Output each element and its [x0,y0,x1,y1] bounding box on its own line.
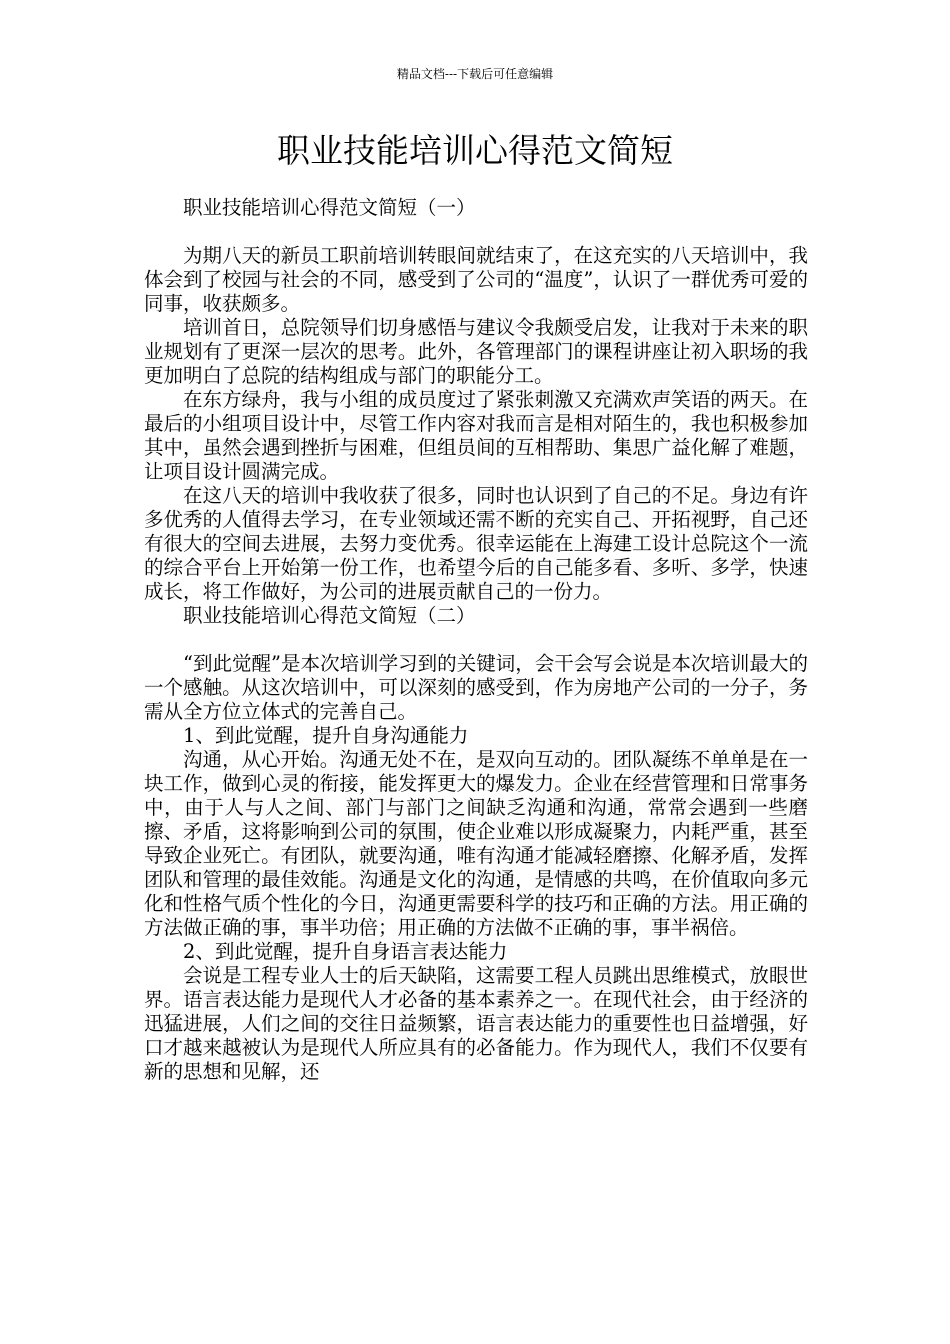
paragraph: 为期八天的新员工职前培训转眼间就结束了，在这充实的八天培训中，我体会到了校园与社会的不同，感受到了公司的“温度”，认识了一群优秀可爱的同事，收获颇多。 [144,244,808,315]
header-note: 精品文档---下载后可任意编辑 [396,67,554,81]
subheading-2: 2、到此觉醒，提升自身语言表达能力 [183,940,508,963]
section-heading-1: 职业技能培训心得范文简短（一） [183,196,476,219]
paragraph: 培训首日，总院领导们切身感悟与建议令我颇受启发，让我对于未来的职业规划有了更深一层次的思考。此外，各管理部门的课程讲座让初入职场的我更加明白了总院的结构组成与部门的职能分工。 [144,316,808,387]
document-title: 职业技能培训心得范文简短 [277,131,673,170]
paragraph: 在东方绿舟，我与小组的成员度过了紧张刺激又充满欢声笑语的两天。在最后的小组项目设计中，尽管工作内容对我而言是相对陌生的，我也积极参加其中，虽然会遇到挫折与困难，但组员间的互相帮助、集思广益化解了难题，让项目设计圆满完成。 [144,388,808,483]
paragraph: 会说是工程专业人士的后天缺陷，这需要工程人员跳出思维模式，放眼世界。语言表达能力是现代人才必备的基本素养之一。在现代社会，由于经济的迅猛进展，人们之间的交往日益频繁，语言表达能力的重要性也日益增强，好口才越来越被认为是现代人所应具有的必备能力。作为现代人，我们不仅要有新的思想和见解，还 [144,964,808,1083]
paragraph: 在这八天的培训中我收获了很多，同时也认识到了自己的不足。身边有许多优秀的人值得去学习，在专业领域还需不断的充实自己、开拓视野，自己还有很大的空间去进展，去努力变优秀。很幸运能在上海建工设计总院这个一流的综合平台上开始第一份工作，也希望今后的自己能多看、多听、多学，快速成长，将工作做好，为公司的进展贡献自己的一份力。 [144,484,808,603]
paragraph: 沟通，从心开始。沟通无处不在，是双向互动的。团队凝练不单单是在一块工作，做到心灵的衔接，能发挥更大的爆发力。企业在经营管理和日常事务中，由于人与人之间、部门与部门之间缺乏沟通和沟通，常常会遇到一些磨擦、矛盾，这将影响到公司的氛围，使企业难以形成凝聚力，内耗严重，甚至导致企业死亡。有团队，就要沟通，唯有沟通才能减轻磨擦、化解矛盾，发挥团队和管理的最佳效能。沟通是文化的沟通，是情感的共鸣，在价值取向多元化和性格气质个性化的今日，沟通更需要科学的技巧和正确的方法。用正确的方法做正确的事，事半功倍；用正确的方法做不正确的事，事半祸倍。 [144,748,808,939]
subheading-1: 1、到此觉醒，提升自身沟通能力 [183,724,469,747]
paragraph: “到此觉醒”是本次培训学习到的关键词，会干会写会说是本次培训最大的一个感触。从这次培训中，可以深刻的感受到，作为房地产公司的一分子，务需从全方位立体式的完善自己。 [144,652,808,723]
section-heading-2: 职业技能培训心得范文简短（二） [183,604,476,627]
document-body [144,196,808,1084]
